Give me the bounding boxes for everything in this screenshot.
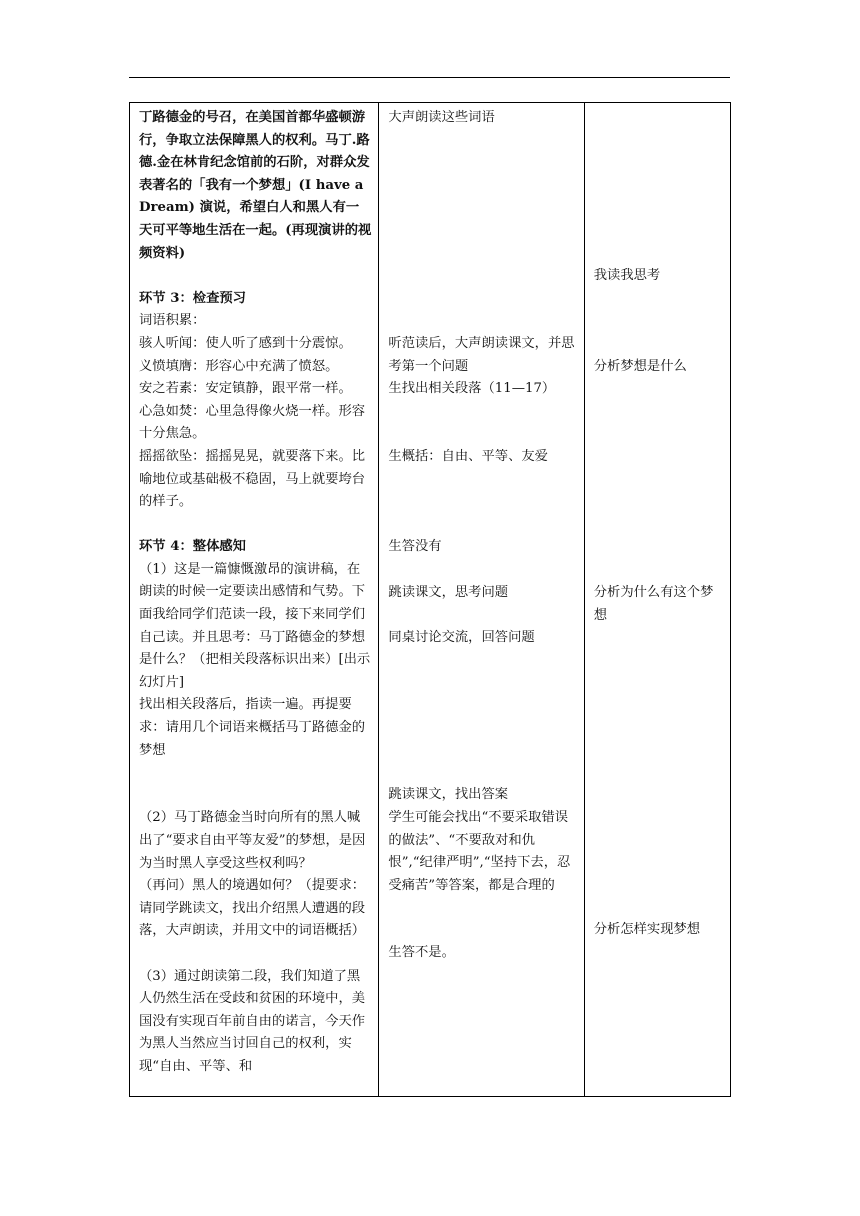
paragraph: 词语积累：: [139, 313, 206, 329]
col2-top-line: 大声朗读这些词语: [388, 110, 495, 125]
paragraph: 义愤填膺：形容心中充满了愤怒。: [139, 358, 339, 374]
section-heading: 环节 4：整体感知: [139, 539, 246, 555]
section-heading: 丁路德金的号召，在美国首都华盛顿游行，争取立法保障黑人的权利。马丁.路德.金在林肯纪念馆前的石阶，对群众发表著名的「我有一个梦想」(I have a Dream) 演说，希望白人和黑人有一天可平等地生活在一起。(再现演讲的视频资料): [139, 110, 372, 261]
paragraph: （2）马丁路德金当时向所有的黑人喊出了“要求自由平等友爱”的梦想，是因为当时黑人享受这些权利吗？: [139, 810, 366, 871]
paragraph: （1）这是一篇慷慨激昂的演讲稿，在朗读的时候一定要读出感情和气势。下面我给同学们范读一段，接下来同学们自己读。并且思考：马丁路德金的梦想是什么？（把相关段落标识出来）[出示幻灯片]: [139, 561, 371, 690]
blank-line: [139, 265, 371, 288]
student-activity-line: 生找出相关段落（11—17）: [388, 381, 556, 396]
student-activity-line: 跳读课文，找出答案: [388, 787, 509, 802]
student-activity-text: [388, 107, 576, 960]
section-heading: 环节 3：检查预习: [139, 290, 246, 306]
teacher-activity-cell: [130, 103, 379, 1097]
student-activity-line: 同桌讨论交流，回答问题: [388, 630, 535, 645]
blank-line: [139, 762, 371, 785]
design-intent-line: 分析梦想是什么: [593, 359, 687, 374]
header-rule: [129, 77, 730, 78]
paragraph: （再问）黑人的境遇如何？（提要求：请同学跳读文，找出介绍黑人遭遇的段落，大声朗读，并用文中的词语概括）: [139, 878, 366, 939]
student-activity-line: 听范读后，大声朗读课文，并思考第一个问题: [388, 336, 575, 374]
paragraph: 心急如焚：心里急得像火烧一样。形容十分焦急。: [139, 403, 366, 442]
lesson-table: [129, 102, 731, 1097]
blank-line: [139, 785, 371, 808]
student-activity-line: 生答不是。: [388, 945, 455, 960]
paragraph: 安之若素：安定镇静，跟平常一样。: [139, 381, 352, 397]
blank-line: [139, 943, 371, 966]
paragraph: （3）通过朗读第二段，我们知道了黑人仍然生活在受歧和贫困的环境中，美国没有实现百年前自由的诺言，今天作为黑人当然应当讨回自己的权利，实现“自由、平等、和: [139, 968, 366, 1074]
student-activity-line: 生概括：自由、平等、友爱: [388, 449, 548, 464]
student-activity-line: 生答没有: [388, 539, 442, 554]
teacher-activity-text: [139, 107, 371, 1079]
student-activity-cell: [379, 103, 584, 1097]
design-intent-line: 分析怎样实现梦想: [593, 922, 701, 937]
blank-line: [139, 514, 371, 537]
paragraph: 骇人听闻：使人听了感到十分震惊。: [139, 335, 352, 351]
paragraph: 找出相关段落后，指读一遍。再提要求：请用几个词语来概括马丁路德金的梦想: [139, 697, 366, 758]
student-activity-line: 学生可能会找出“不要采取错误的做法”、“不要敌对和仇恨”,“纪律严明”,“坚持下去，忍受痛苦”等答案，都是合理的: [388, 810, 571, 893]
design-intent-line: 我读我思考: [593, 268, 661, 283]
paragraph: 摇摇欲坠：摇摇晃晃，就要落下来。比喻地位或基础极不稳固，马上就要垮台的样子。: [139, 448, 366, 510]
design-intent-cell: [584, 103, 730, 1097]
student-activity-line: 跳读课文，思考问题: [388, 585, 509, 600]
design-intent-line: 分析为什么有这个梦想: [593, 585, 714, 623]
